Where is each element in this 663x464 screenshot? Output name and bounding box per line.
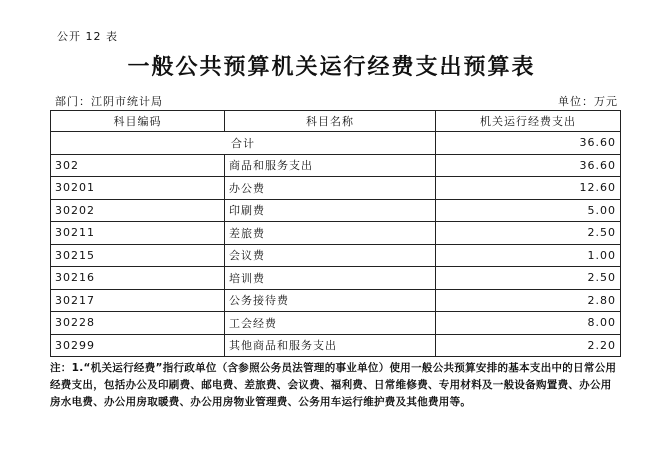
subject-code: 30216 bbox=[51, 267, 225, 290]
subject-name: 会议费 bbox=[225, 244, 436, 267]
subject-code: 30202 bbox=[51, 199, 225, 222]
table-row bbox=[51, 289, 621, 312]
department-label: 部门：江阴市统计局 bbox=[55, 95, 163, 108]
expense-value: 1.00 bbox=[436, 244, 621, 267]
subject-name: 商品和服务支出 bbox=[225, 154, 436, 177]
page-label: 公开 12 表 bbox=[57, 30, 118, 43]
total-row bbox=[51, 132, 621, 155]
header-subject-name: 科目名称 bbox=[225, 111, 436, 132]
subject-name: 培训费 bbox=[225, 267, 436, 290]
subject-code: 30215 bbox=[51, 244, 225, 267]
page-title: 一般公共预算机关运行经费支出预算表 bbox=[127, 54, 536, 80]
header-subject-code: 科目编码 bbox=[51, 111, 225, 132]
expense-value: 36.60 bbox=[436, 154, 621, 177]
total-label: 合计 bbox=[51, 132, 436, 155]
subject-name: 公务接待费 bbox=[225, 289, 436, 312]
table-row bbox=[51, 312, 621, 335]
subject-name: 其他商品和服务支出 bbox=[225, 334, 436, 357]
subject-code: 30211 bbox=[51, 222, 225, 245]
expense-value: 2.50 bbox=[436, 267, 621, 290]
header-operating-expense: 机关运行经费支出 bbox=[436, 111, 621, 132]
table-row bbox=[51, 222, 621, 245]
subject-code: 302 bbox=[51, 154, 225, 177]
subject-code: 30228 bbox=[51, 312, 225, 335]
expense-value: 2.50 bbox=[436, 222, 621, 245]
table-row bbox=[51, 334, 621, 357]
table-row bbox=[51, 199, 621, 222]
expense-value: 12.60 bbox=[436, 177, 621, 200]
subject-code: 30217 bbox=[51, 289, 225, 312]
table-row bbox=[51, 177, 621, 200]
subject-name: 工会经费 bbox=[225, 312, 436, 335]
table-row bbox=[51, 244, 621, 267]
unit-label: 单位：万元 bbox=[558, 95, 618, 108]
expense-value: 2.80 bbox=[436, 289, 621, 312]
subject-name: 印刷费 bbox=[225, 199, 436, 222]
table-row bbox=[51, 154, 621, 177]
budget-table bbox=[50, 110, 621, 357]
table-row bbox=[51, 267, 621, 290]
subject-name: 差旅费 bbox=[225, 222, 436, 245]
table-header-row bbox=[51, 111, 621, 132]
expense-value: 8.00 bbox=[436, 312, 621, 335]
subject-code: 30299 bbox=[51, 334, 225, 357]
footnote: 注：1.“机关运行经费”指行政单位（含参照公务员法管理的事业单位）使用一般公共预算安排的基本支出中的日常公用经费支出，包括办公及印刷费、邮电费、差旅费、会议费、福利费、日常维修费、专用材料及一般设备购置费、办公用房水电费、办公用房取暖费、办公用房物业管理费、公务用车运行维护费及其他费用等。 bbox=[50, 362, 617, 408]
expense-value: 2.20 bbox=[436, 334, 621, 357]
subject-name: 办公费 bbox=[225, 177, 436, 200]
expense-value: 5.00 bbox=[436, 199, 621, 222]
subject-code: 30201 bbox=[51, 177, 225, 200]
total-value: 36.60 bbox=[436, 132, 621, 155]
